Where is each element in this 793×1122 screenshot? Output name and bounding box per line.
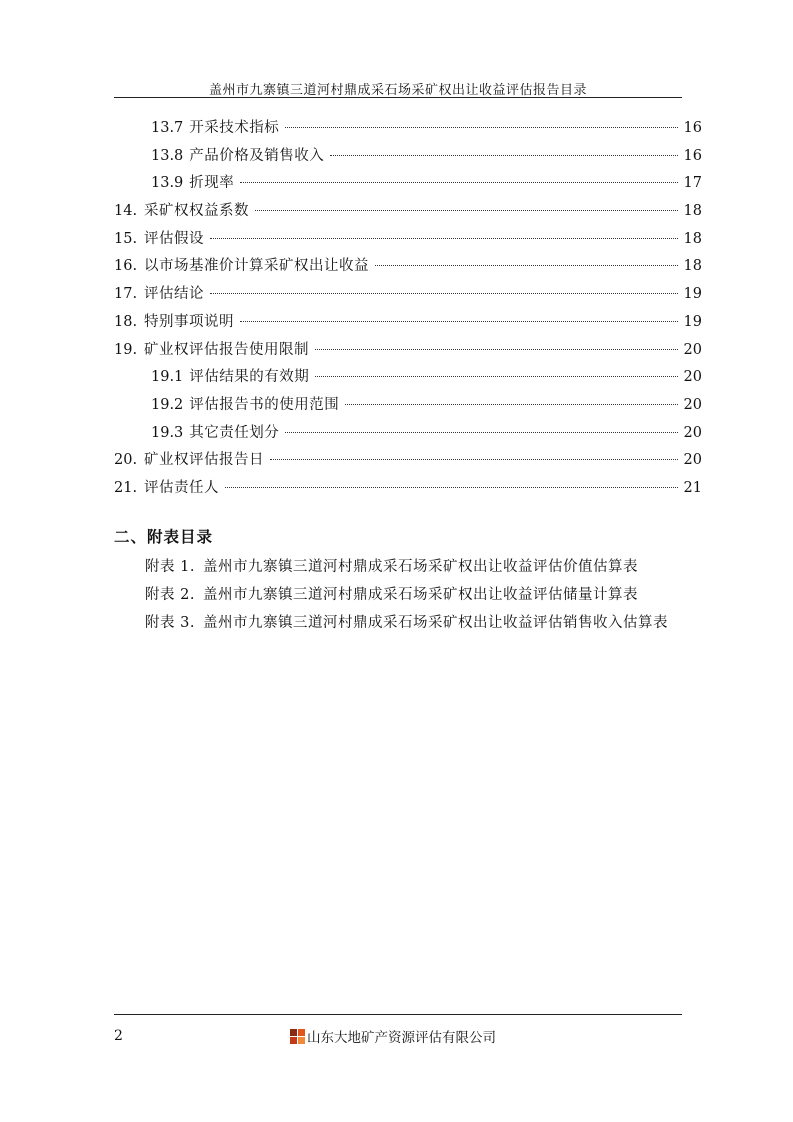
toc-entry-page: 18 <box>683 258 702 275</box>
toc-entry-title: 以市场基准价计算采矿权出让收益 <box>144 258 369 275</box>
annex-item-title: 盖州市九寨镇三道河村鼎成采石场采矿权出让收益评估销售收入估算表 <box>202 615 668 631</box>
toc-entry-title: 特别事项说明 <box>144 313 234 330</box>
footer-divider <box>114 1014 682 1015</box>
page-number: 2 <box>114 1028 123 1044</box>
toc-entry[interactable] <box>114 282 702 310</box>
toc-dot-leader <box>375 265 678 266</box>
annex-item[interactable] <box>145 612 668 640</box>
toc-dot-leader <box>210 293 678 294</box>
toc-entry-title: 评估结论 <box>144 286 204 303</box>
toc-entry[interactable] <box>114 338 702 366</box>
annex-list <box>145 556 668 640</box>
toc-dot-leader <box>345 404 677 405</box>
toc-entry-title: 开采技术指标 <box>189 120 280 136</box>
table-of-contents <box>114 116 702 504</box>
toc-entry-title: 评估假设 <box>144 230 204 247</box>
company-name: 山东大地矿产资源评估有限公司 <box>307 1030 496 1046</box>
annex-item-title: 盖州市九寨镇三道河村鼎成采石场采矿权出让收益评估储量计算表 <box>202 587 638 603</box>
toc-entry-number: 13.8 <box>151 147 184 164</box>
toc-entry-title: 产品价格及销售收入 <box>189 147 325 164</box>
toc-entry-page: 21 <box>683 479 702 496</box>
toc-entry-page: 20 <box>683 452 702 469</box>
toc-dot-leader <box>330 155 677 156</box>
toc-entry-page: 19 <box>683 286 702 303</box>
toc-entry-number: 21. <box>114 479 138 496</box>
toc-entry-number: 14. <box>114 203 138 220</box>
toc-entry-number: 13.9 <box>151 175 184 192</box>
toc-entry-page: 18 <box>683 203 702 220</box>
annex-item-label: 附表 3. <box>145 615 195 631</box>
toc-dot-leader <box>285 127 677 128</box>
toc-dot-leader <box>210 238 678 239</box>
toc-entry-number: 17. <box>114 286 138 303</box>
toc-entry[interactable] <box>114 393 702 421</box>
toc-entry-title: 其它责任划分 <box>189 424 280 441</box>
annex-item-label: 附表 1. <box>145 559 195 575</box>
toc-entry-number: 13.7 <box>151 120 184 136</box>
toc-entry[interactable] <box>114 254 702 282</box>
toc-entry-title: 矿业权评估报告使用限制 <box>144 341 309 358</box>
toc-entry-number: 16. <box>114 258 138 275</box>
toc-entry[interactable] <box>114 448 702 476</box>
toc-entry-number: 20. <box>114 452 138 469</box>
annex-heading: 二、附表目录 <box>114 528 214 546</box>
toc-dot-leader <box>255 210 678 211</box>
toc-entry-page: 16 <box>683 120 702 136</box>
toc-entry-title: 采矿权权益系数 <box>144 203 249 220</box>
toc-dot-leader <box>315 349 678 350</box>
toc-entry-title: 评估责任人 <box>144 479 219 496</box>
toc-entry[interactable] <box>114 144 702 172</box>
toc-dot-leader <box>270 459 678 460</box>
toc-entry-page: 16 <box>683 147 702 164</box>
annex-item-title: 盖州市九寨镇三道河村鼎成采石场采矿权出让收益评估价值估算表 <box>202 559 638 575</box>
annex-item[interactable] <box>145 556 668 584</box>
annex-item-label: 附表 2. <box>145 587 195 603</box>
toc-entry[interactable] <box>114 310 702 338</box>
toc-entry-title: 折现率 <box>189 175 235 192</box>
toc-entry[interactable] <box>114 199 702 227</box>
page-header-title: 盖州市九寨镇三道河村鼎成采石场采矿权出让收益评估报告目录 <box>208 83 587 98</box>
annex-item[interactable] <box>145 584 668 612</box>
toc-entry-page: 17 <box>683 175 702 192</box>
toc-entry[interactable] <box>114 476 702 504</box>
toc-entry-number: 19.2 <box>151 396 184 413</box>
footer-company <box>290 1026 496 1046</box>
toc-entry-page: 20 <box>683 424 702 441</box>
toc-entry-number: 19.3 <box>151 424 184 441</box>
toc-entry-title: 矿业权评估报告日 <box>144 452 264 469</box>
toc-dot-leader <box>225 487 678 488</box>
toc-entry[interactable] <box>114 421 702 449</box>
toc-dot-leader <box>240 182 677 183</box>
toc-entry-number: 19. <box>114 341 138 358</box>
toc-entry-page: 19 <box>683 313 702 330</box>
toc-entry-title: 评估结果的有效期 <box>189 369 310 386</box>
toc-entry-page: 20 <box>683 396 702 413</box>
toc-entry-number: 15. <box>114 230 138 247</box>
toc-dot-leader <box>285 432 677 433</box>
toc-entry[interactable] <box>114 227 702 255</box>
toc-entry-page: 18 <box>683 230 702 247</box>
toc-entry-page: 20 <box>683 369 702 386</box>
toc-entry[interactable] <box>114 171 702 199</box>
toc-entry-title: 评估报告书的使用范围 <box>189 396 340 413</box>
toc-entry-number: 19.1 <box>151 369 184 386</box>
toc-dot-leader <box>315 376 677 377</box>
toc-entry[interactable] <box>114 116 702 144</box>
toc-entry-page: 20 <box>683 341 702 358</box>
header-divider <box>114 97 682 98</box>
toc-dot-leader <box>240 321 678 322</box>
company-logo-icon <box>290 1029 305 1044</box>
toc-entry[interactable] <box>114 365 702 393</box>
toc-entry-number: 18. <box>114 313 138 330</box>
